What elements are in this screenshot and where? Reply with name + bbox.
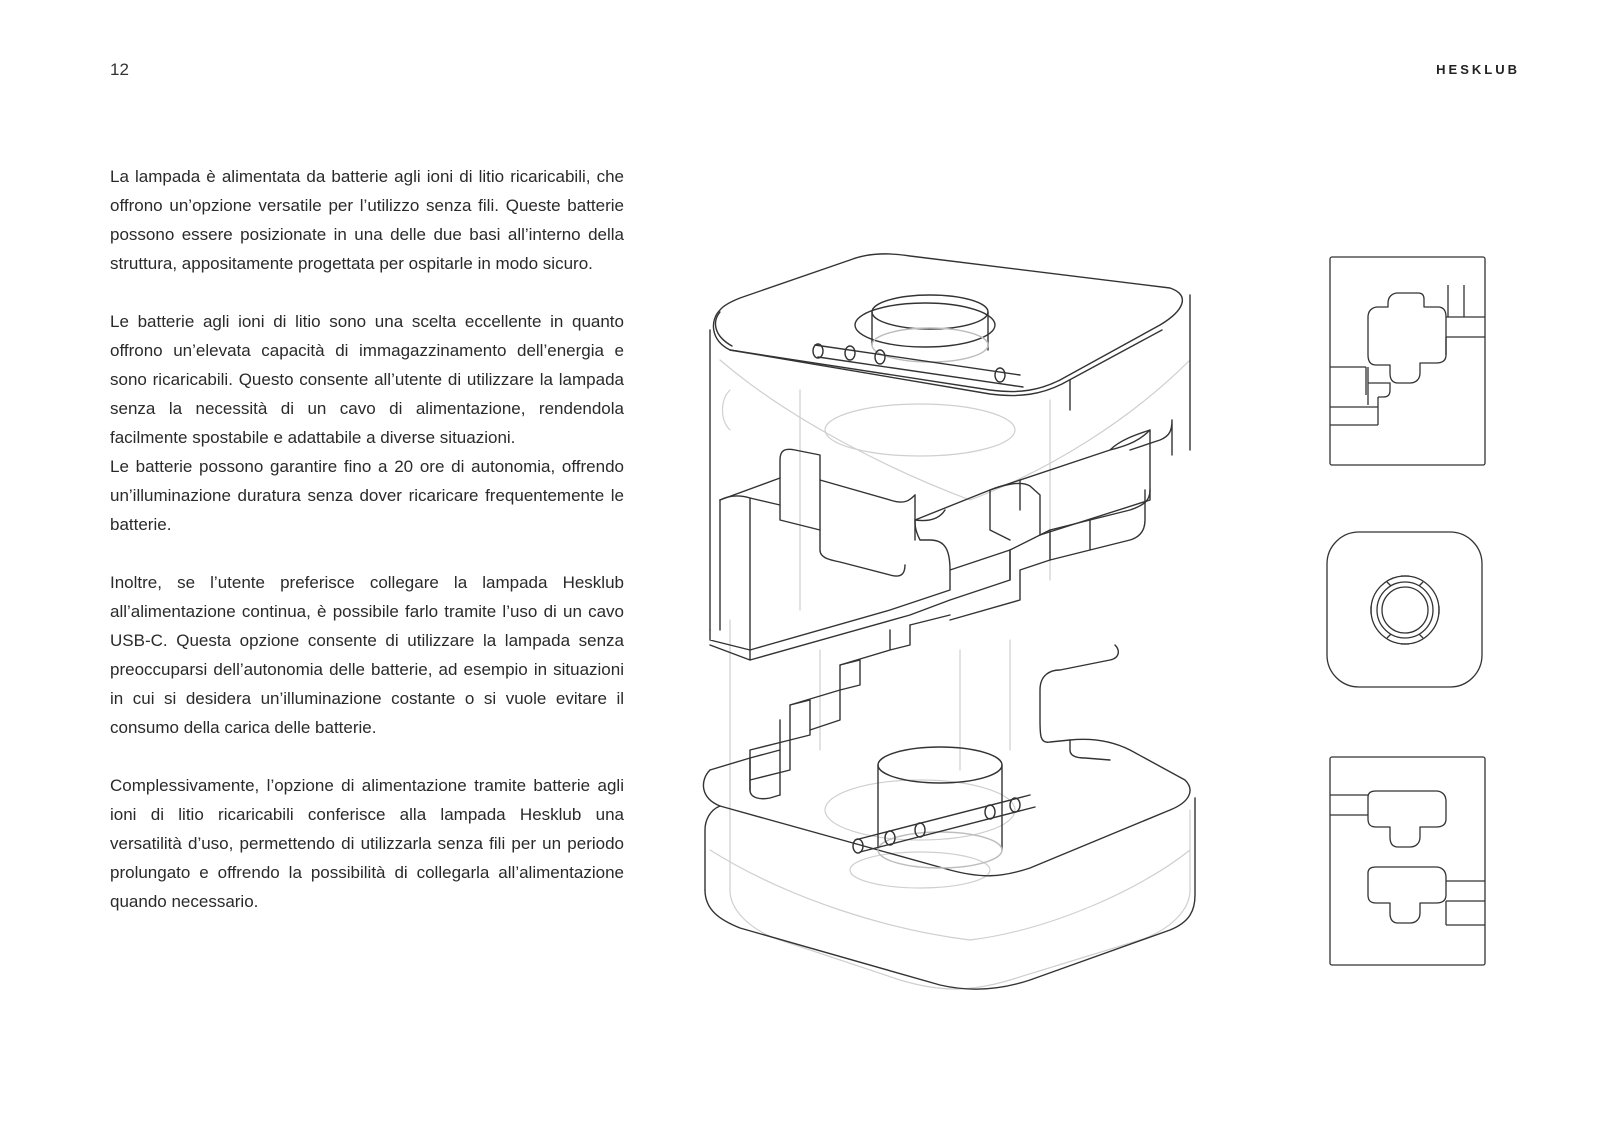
paragraph-5: Complessivamente, l’opzione di alimentazione tramite batterie agli ioni di litio ricaricabili conferisce alla lampada Hesklub una versatilità d’uso, permettendo di utilizzarla senza fili per un periodo prolungato e offrendo la possibilità di collegarla all’alimentazione quando necessario. [110,776,624,911]
paragraph-2: Le batterie agli ioni di litio sono una scelta eccellente in quanto offrono un’elevata capacità di immagazzinamento dell’energia e sono ricaricabili. Questo consente all’utente di utilizzare la lampada senza la necessità di un cavo di alimentazione, rendendola facilmente spostabile e adattabile a diverse situazioni. [110,312,624,447]
paragraph-1: La lampada è alimentata da batterie agli ioni di litio ricaricabili, che offrono un’opzione versatile per l’utilizzo senza fili. Queste batterie possono essere posizionate in una delle due basi all’interno della struttura, appositamente progettata per ospitarle in modo sicuro. [110,167,624,273]
lamp-side-section-bottom-drawing [1328,755,1488,970]
body-text [110,162,624,916]
lamp-side-section-drawing [1328,255,1488,470]
lamp-top-view-drawing [1325,530,1485,690]
paragraph-4: Inoltre, se l’utente preferisce collegare la lampada Hesklub all’alimentazione continua, è possibile farlo tramite l’uso di un cavo USB-C. Questa opzione consente di utilizzare la lampada senza preoccuparsi dell’autonomia delle batterie, ad esempio in situazioni in cui si desidera un’illuminazione costante o si vuole evitare il consumo della carica delle batterie. [110,573,624,737]
lamp-exploded-isometric-drawing [690,250,1250,990]
brand-name: HESKLUB [1436,62,1520,77]
page-number: 12 [110,60,129,79]
paragraph-3: Le batterie possono garantire fino a 20 ore di autonomia, offrendo un’illuminazione duratura senza dover ricaricare frequentemente le batterie. [110,457,624,534]
